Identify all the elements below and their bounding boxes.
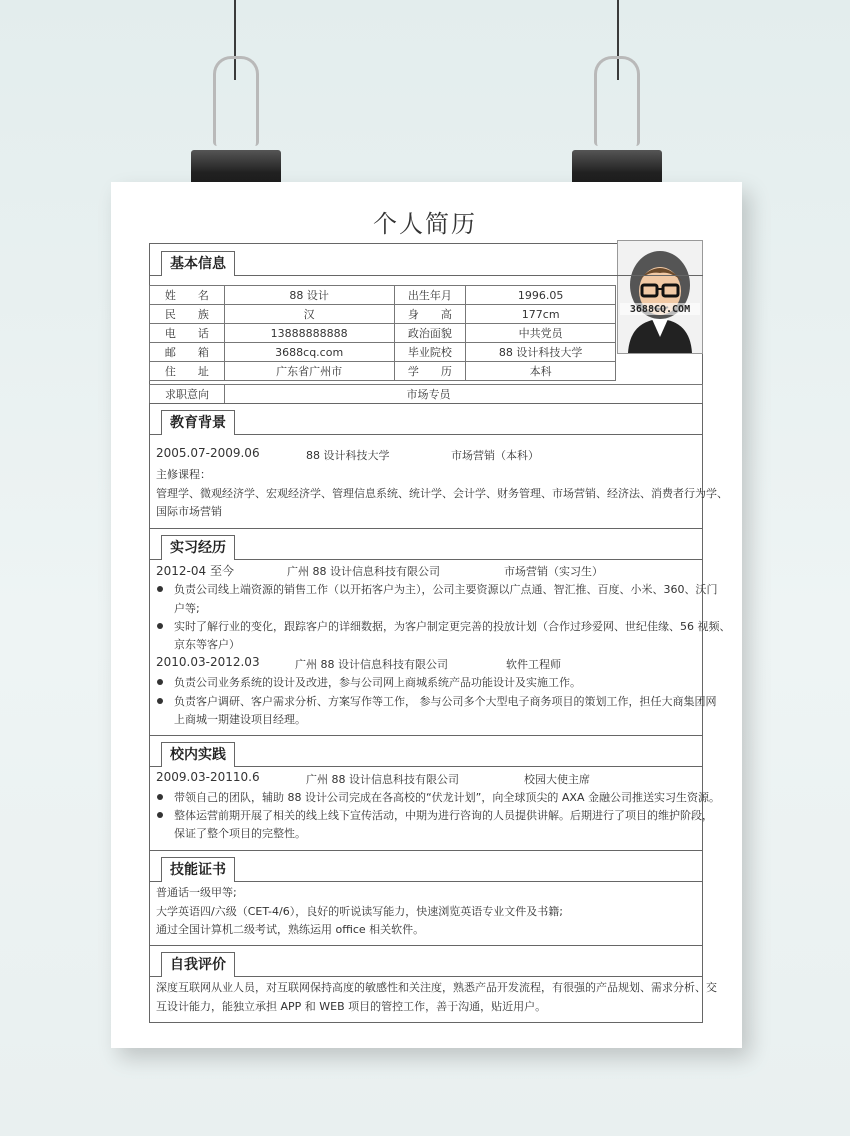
- self-eval-line2: 互设计能力，能独立承担 APP 和 WEB 项目的管控工作，善于沟通，贴近用户。: [156, 1000, 547, 1013]
- bullet-icon: [157, 794, 163, 800]
- section-campus-title: 校内实践: [161, 742, 235, 767]
- job1-bullet2-line1: 实时了解行业的变化，跟踪客户的详细数据，为客户制定更完善的投放计划（合作过珍爱网、世纪佳缘、56 视频、: [174, 620, 731, 633]
- job2-bullet1-line1: 负责公司业务系统的设计及改进，参与公司网上商城系统产品功能设计及实施工作。: [174, 676, 581, 689]
- table-row: [150, 343, 616, 362]
- campus-bullet2-line2: 保证了整个项目的完整性。: [174, 827, 306, 840]
- skills-line1: 普通话一级甲等;: [156, 886, 237, 899]
- edu-major: 市场营销（本科）: [451, 449, 539, 462]
- table-row: [150, 385, 703, 404]
- job2-bullet2-line2: 上商城一期建设项目经理。: [174, 713, 306, 726]
- info-value: 3688cq.com: [224, 343, 394, 362]
- info-label: 毕业院校: [394, 343, 466, 362]
- info-value: 88 设计科技大学: [466, 343, 616, 362]
- section-self-eval: [149, 951, 703, 977]
- info-value: 177cm: [466, 305, 616, 324]
- edu-courses-line1: 管理学、微观经济学、宏观经济学、管理信息系统、统计学、会计学、财务管理、市场营销、经济法、消费者行为学、: [156, 487, 728, 500]
- edu-date: 2005.07-2009.06: [156, 446, 260, 460]
- info-value: 汉: [224, 305, 394, 324]
- job1-role: 市场营销（实习生）: [504, 565, 603, 578]
- section-education: [149, 409, 703, 435]
- edu-courses-label: 主修课程：: [156, 468, 211, 481]
- bullet-icon: [157, 586, 163, 592]
- skills-line2: 大学英语四/六级（CET-4/6），良好的听说读写能力，快速浏览英语专业文件及书籍;: [156, 905, 563, 918]
- bullet-icon: [157, 679, 163, 685]
- intent-value: 市场专员: [225, 385, 703, 404]
- campus-bullet2-line1: 整体运营前期开展了相关的线上线下宣传活动，中期为进行咨询的人员提供讲解。后期进行了项目的维护阶段，: [174, 809, 713, 822]
- table-row: [150, 362, 616, 381]
- info-value: 13888888888: [224, 324, 394, 343]
- table-row: [150, 286, 616, 305]
- section-skills-title: 技能证书: [161, 857, 235, 882]
- section-campus: [149, 741, 703, 767]
- skills-line3: 通过全国计算机二级考试，熟练运用 office 相关软件。: [156, 923, 425, 936]
- info-label: 学 历: [394, 362, 466, 381]
- campus-role: 校园大使主席: [524, 773, 590, 786]
- section-internship: [149, 534, 703, 560]
- info-label: 电 话: [150, 324, 225, 343]
- job2-date: 2010.03-2012.03: [156, 655, 260, 669]
- job1-date: 2012-04 至今: [156, 564, 234, 578]
- basic-info-table: [149, 285, 616, 381]
- info-value: 中共党员: [466, 324, 616, 343]
- campus-company: 广州 88 设计信息科技有限公司: [306, 773, 459, 786]
- info-value: 广东省广州市: [224, 362, 394, 381]
- info-label: 身 高: [394, 305, 466, 324]
- job2-company: 广州 88 设计信息科技有限公司: [295, 658, 448, 671]
- campus-date: 2009.03-20110.6: [156, 770, 260, 784]
- info-label: 姓 名: [150, 286, 225, 305]
- info-value: 1996.05: [466, 286, 616, 305]
- table-row: [150, 305, 616, 324]
- info-label: 民 族: [150, 305, 225, 324]
- self-eval-line1: 深度互联网从业人员，对互联网保持高度的敏感性和关注度，熟悉产品开发流程，有很强的产品规划、需求分析、交: [156, 981, 717, 994]
- bullet-icon: [157, 623, 163, 629]
- resume-title: 个人简历: [373, 210, 477, 238]
- edu-courses-line2: 国际市场营销: [156, 505, 222, 518]
- section-self-eval-title: 自我评价: [161, 952, 235, 977]
- info-label: 出生年月: [394, 286, 466, 305]
- section-education-title: 教育背景: [161, 410, 235, 435]
- section-basic-info: [149, 250, 703, 276]
- section-skills: [149, 856, 703, 882]
- job2-bullet2-line1: 负责客户调研、客户需求分析、方案写作等工作， 参与公司多个大型电子商务项目的策划工作，担任大商集团网: [174, 695, 717, 708]
- job1-bullet2-line2: 京东等客户）: [174, 638, 240, 651]
- info-label: 邮 箱: [150, 343, 225, 362]
- job1-company: 广州 88 设计信息科技有限公司: [287, 565, 440, 578]
- info-label: 住 址: [150, 362, 225, 381]
- campus-bullet1-line1: 带领自己的团队，辅助 88 设计公司完成在各高校的“伏龙计划”，向全球顶尖的 AXA 金融公司推送实习生资源。: [174, 791, 720, 804]
- edu-school: 88 设计科技大学: [306, 449, 390, 462]
- bullet-icon: [157, 698, 163, 704]
- section-internship-title: 实习经历: [161, 535, 235, 560]
- info-label: 政治面貌: [394, 324, 466, 343]
- bullet-icon: [157, 812, 163, 818]
- info-value: 88 设计: [224, 286, 394, 305]
- info-value: 本科: [466, 362, 616, 381]
- job-intent-row: [149, 384, 703, 404]
- job1-bullet1-line2: 户等;: [174, 602, 200, 615]
- job1-bullet1-line1: 负责公司线上端资源的销售工作（以开拓客户为主），公司主要资源以广点通、智汇推、百度、小米、360、沃门: [174, 583, 718, 596]
- photo-watermark: 3688CQ.COM: [629, 304, 691, 315]
- job2-role: 软件工程师: [506, 658, 561, 671]
- table-row: [150, 324, 616, 343]
- section-basic-info-title: 基本信息: [161, 251, 235, 276]
- intent-label: 求职意向: [150, 385, 225, 404]
